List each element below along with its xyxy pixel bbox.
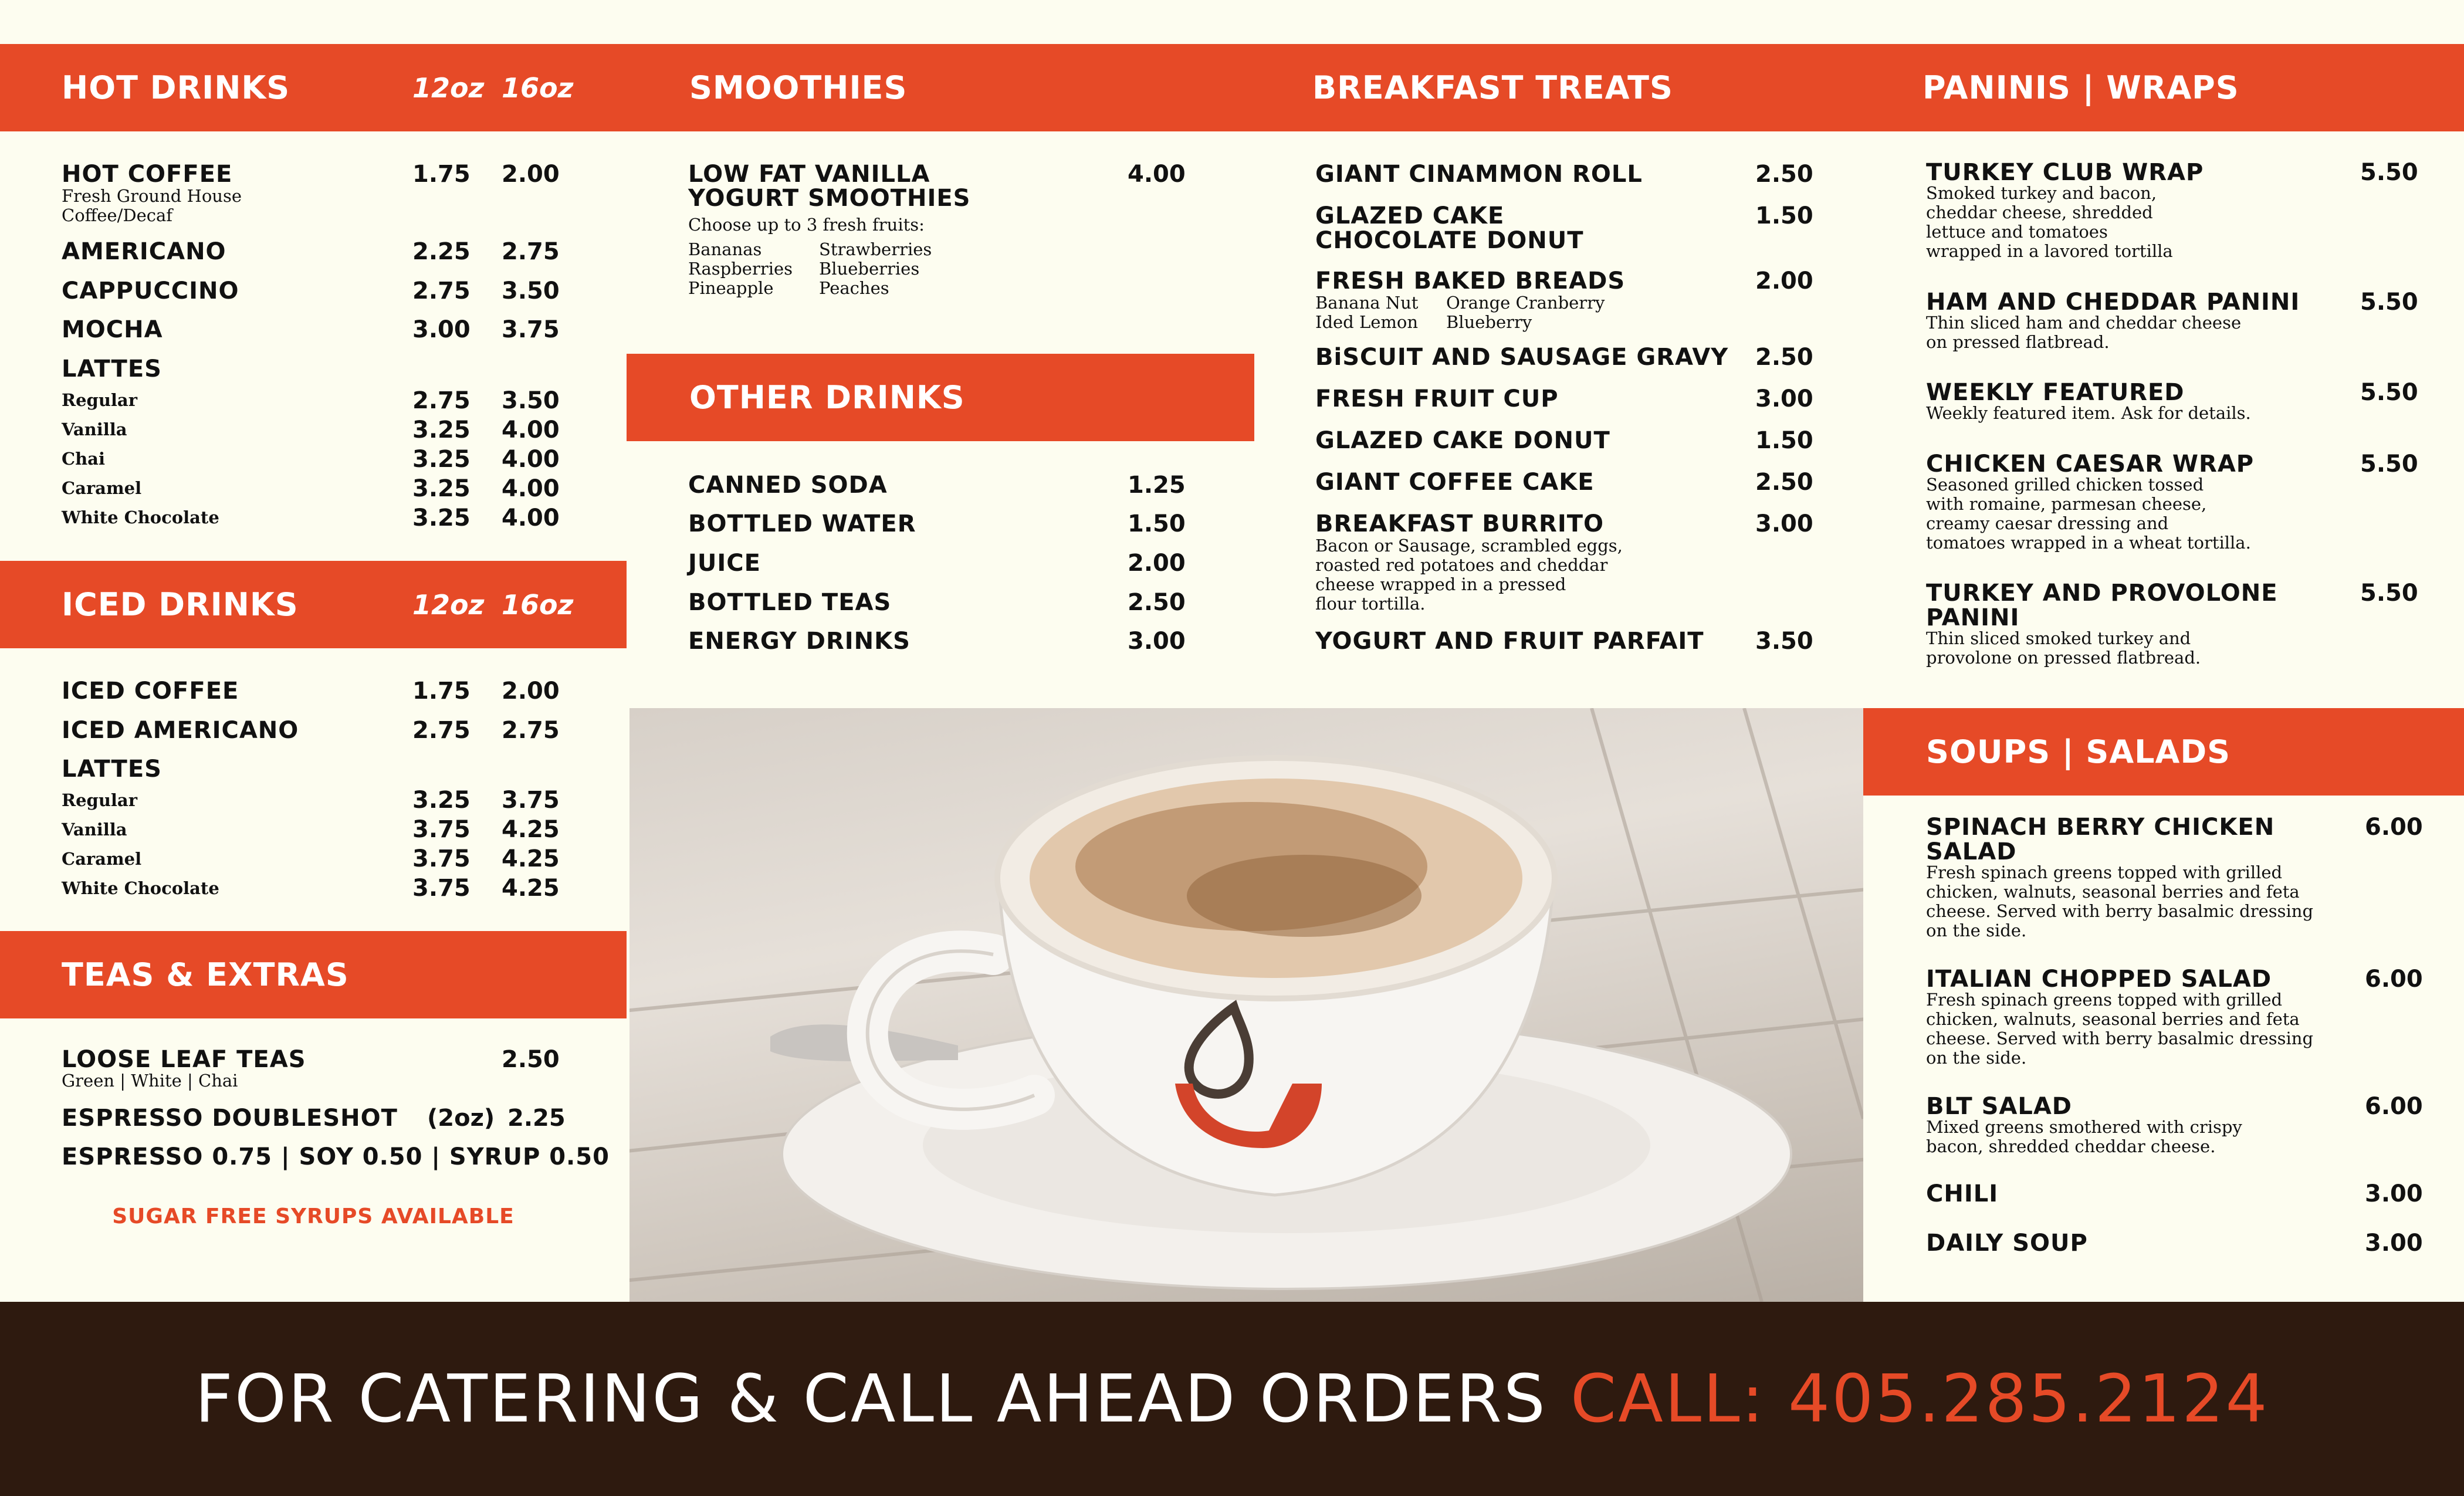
latte-flavor: Caramel <box>62 478 142 498</box>
price-12oz: 2.75 <box>412 277 471 304</box>
bread-flavors: Banana Nut Ided Lemon <box>1315 293 1419 332</box>
teas-extras-header <box>0 931 627 1018</box>
price-12oz: 3.25 <box>412 475 471 502</box>
menu-item-price: 2.50 <box>1755 469 1813 496</box>
extras-line: ESPRESSO 0.75 | SOY 0.50 | SYRUP 0.50 <box>62 1143 610 1170</box>
iced-drinks-title: ICED DRINKS <box>62 586 299 623</box>
menu-item-desc: Fresh spinach greens topped with grilled chicken, walnuts, seasonal berries and feta cheese. Served with berry basalmic dressing on the side. <box>1926 990 2314 1068</box>
menu-item-price: 2.00 <box>1755 268 1813 295</box>
menu-item-name: CHICKEN CAESAR WRAP <box>1926 451 2255 478</box>
menu-item-price: 2.50 <box>1755 161 1813 188</box>
menu-item-name: ESPRESSO DOUBLESHOT <box>62 1105 398 1132</box>
menu-item-price: 1.50 <box>1755 202 1813 229</box>
menu-item-name: GLAZED CAKE DONUT <box>1315 427 1610 454</box>
size-16oz-label: 16oz <box>502 72 574 104</box>
breakfast-title: BREAKFAST TREATS <box>1312 69 1673 106</box>
menu-item-price: 2.00 <box>1128 550 1186 577</box>
price-12oz: 1.75 <box>412 678 471 705</box>
latte-flavor: Vanilla <box>62 820 127 840</box>
menu-item-name: YOGURT SMOOTHIES <box>688 185 971 212</box>
menu-item-name: YOGURT AND FRUIT PARFAIT <box>1315 628 1704 655</box>
menu-item-price: 2.50 <box>502 1046 560 1073</box>
price-12oz: 2.75 <box>412 387 471 414</box>
smoothies-title: SMOOTHIES <box>689 69 908 106</box>
catering-text: FOR CATERING & CALL AHEAD ORDERS <box>195 1360 1547 1437</box>
menu-item-price: 5.50 <box>2360 580 2418 607</box>
smoothies-header <box>627 44 1254 131</box>
menu-item-name: CAPPUCCINO <box>62 277 239 304</box>
price-16oz: 4.25 <box>502 875 560 902</box>
soups-title: SOUPS | SALADS <box>1926 733 2231 770</box>
menu-item-name: ITALIAN CHOPPED SALAD <box>1926 966 2272 993</box>
other-drinks-title: OTHER DRINKS <box>689 379 965 416</box>
menu-item-price: 3.50 <box>1755 628 1813 655</box>
paninis-title: PANINIS | WRAPS <box>1923 69 2239 106</box>
price-16oz: 2.75 <box>502 717 560 744</box>
price-12oz: 3.75 <box>412 875 471 902</box>
latte-flavor: White Chocolate <box>62 507 219 527</box>
price-12oz: 3.75 <box>412 816 471 843</box>
menu-item-price: 6.00 <box>2365 814 2423 841</box>
price-16oz: 3.75 <box>502 316 560 343</box>
menu-item-price: 1.50 <box>1128 510 1186 537</box>
price-16oz: 2.00 <box>502 678 560 705</box>
price-16oz: 3.50 <box>502 277 560 304</box>
menu-item-name: BREAKFAST BURRITO <box>1315 510 1605 537</box>
bread-flavors: Orange Cranberry Blueberry <box>1446 293 1605 332</box>
menu-item-name: BOTTLED TEAS <box>688 589 892 616</box>
catering-footer <box>0 1302 2464 1496</box>
price-16oz: 2.00 <box>502 161 560 188</box>
menu-item-name: ENERGY DRINKS <box>688 628 911 655</box>
menu-item-name: ICED COFFEE <box>62 678 239 705</box>
menu-item-desc: Fresh spinach greens topped with grilled chicken, walnuts, seasonal berries and feta cheese. Served with berry basalmic dressing on the side. <box>1926 862 2314 940</box>
menu-item-name: WEEKLY FEATURED <box>1926 379 2185 406</box>
price-12oz: 3.75 <box>412 845 471 872</box>
menu-item-price: 5.50 <box>2360 451 2418 478</box>
price-16oz: 2.75 <box>502 238 560 265</box>
menu-item-name: HAM AND CHEDDAR PANINI <box>1926 289 2300 316</box>
price-12oz: 2.25 <box>412 238 471 265</box>
latte-flavor: Regular <box>62 790 137 810</box>
size-label: (2oz) <box>427 1105 495 1132</box>
latte-flavor: Caramel <box>62 849 142 869</box>
menu-item-desc: Thin sliced ham and cheddar cheese on pressed flatbread. <box>1926 313 2242 352</box>
price-12oz: 1.75 <box>412 161 471 188</box>
menu-item-price: 6.00 <box>2365 966 2423 993</box>
menu-item-price: 2.50 <box>1755 344 1813 371</box>
lattes-heading: LATTES <box>62 356 162 383</box>
iced-drinks-header <box>0 561 627 648</box>
menu-item-price: 3.00 <box>1755 385 1813 412</box>
menu-item-price: 6.00 <box>2365 1093 2423 1120</box>
menu-item-name: DAILY SOUP <box>1926 1230 2088 1257</box>
hot-drinks-title: HOT DRINKS <box>62 69 290 106</box>
menu-item-price: 3.00 <box>1128 628 1186 655</box>
breakfast-header <box>1254 44 1863 131</box>
menu-item-name: FRESH FRUIT CUP <box>1315 385 1559 412</box>
teas-extras-title: TEAS & EXTRAS <box>62 956 349 993</box>
menu-item-name: TURKEY CLUB WRAP <box>1926 159 2204 186</box>
menu-item-name: TURKEY AND PROVOLONE PANINI <box>1926 580 2278 631</box>
menu-item-desc: Green | White | Chai <box>62 1071 238 1091</box>
menu-item-name: GIANT CINAMMON ROLL <box>1315 161 1643 188</box>
latte-flavor: Regular <box>62 390 137 410</box>
menu-item-name: LOOSE LEAF TEAS <box>62 1046 306 1073</box>
menu-item-desc: Bacon or Sausage, scrambled eggs, roasted red potatoes and cheddar cheese wrapped in a pressed flour tortilla. <box>1315 536 1623 614</box>
price-16oz: 3.50 <box>502 387 560 414</box>
menu-item-name: GIANT COFFEE CAKE <box>1315 469 1595 496</box>
price-12oz: 3.25 <box>412 505 471 532</box>
menu-item-name: MOCHA <box>62 316 163 343</box>
size-12oz-label: 12oz <box>412 588 485 621</box>
menu-item-name: CANNED SODA <box>688 472 888 499</box>
menu-item-name: LOW FAT VANILLA <box>688 161 930 188</box>
call-phone-number[interactable]: CALL: 405.285.2124 <box>1570 1360 2269 1437</box>
coffee-cup-illustration <box>629 708 1863 1302</box>
menu-item-name: GLAZED CAKE CHOCOLATE DONUT <box>1315 202 1584 254</box>
price-12oz: 3.25 <box>412 417 471 444</box>
price-16oz: 4.25 <box>502 816 560 843</box>
price-12oz: 3.00 <box>412 316 471 343</box>
paninis-header <box>1863 44 2464 131</box>
price-16oz: 4.00 <box>502 446 560 473</box>
hot-drinks-header <box>0 44 627 131</box>
fruit-list: Strawberries Blueberries Peaches <box>819 239 932 298</box>
size-12oz-label: 12oz <box>412 72 485 104</box>
menu-item-price: 4.00 <box>1128 161 1186 188</box>
price-16oz: 4.25 <box>502 845 560 872</box>
menu-item-name: CHILI <box>1926 1180 1999 1207</box>
latte-flavor: Chai <box>62 449 105 469</box>
menu-item-name: HOT COFFEE <box>62 161 233 188</box>
lattes-heading: LATTES <box>62 756 162 783</box>
menu-item-price: 5.50 <box>2360 159 2418 186</box>
size-16oz-label: 16oz <box>502 588 574 621</box>
latte-flavor: Vanilla <box>62 419 127 439</box>
price-12oz: 3.25 <box>412 787 471 814</box>
menu-item-name: JUICE <box>688 550 761 577</box>
menu-item-desc: Fresh Ground House Coffee/Decaf <box>62 186 242 225</box>
other-drinks-header <box>627 354 1254 441</box>
menu-item-name: ICED AMERICANO <box>62 717 299 744</box>
latte-flavor: White Chocolate <box>62 878 219 898</box>
menu-item-desc: Mixed greens smothered with crispy bacon, shredded cheddar cheese. <box>1926 1117 2242 1156</box>
menu-item-name: BOTTLED WATER <box>688 510 916 537</box>
smoothie-choose-text: Choose up to 3 fresh fruits: <box>688 215 925 235</box>
fruit-list: Bananas Raspberries Pineapple <box>688 239 793 298</box>
menu-item-price: 3.00 <box>1755 510 1813 537</box>
menu-item-price: 2.25 <box>507 1105 566 1132</box>
cappuccino-cup-photo <box>629 708 1863 1302</box>
sugar-free-note: SUGAR FREE SYRUPS AVAILABLE <box>112 1204 515 1228</box>
menu-item-desc: Seasoned grilled chicken tossed with romaine, parmesan cheese, creamy caesar dressing and tomatoes wrapped in a wheat tortilla. <box>1926 475 2251 553</box>
price-12oz: 3.25 <box>412 446 471 473</box>
menu-item-price: 5.50 <box>2360 289 2418 316</box>
menu-item-price: 5.50 <box>2360 379 2418 406</box>
soups-header <box>1863 708 2464 796</box>
price-16oz: 4.00 <box>502 505 560 532</box>
menu-item-name: BLT SALAD <box>1926 1093 2072 1120</box>
menu-item-price: 3.00 <box>2365 1180 2423 1207</box>
menu-item-price: 1.25 <box>1128 472 1186 499</box>
price-16oz: 4.00 <box>502 417 560 444</box>
menu-item-name: BiSCUIT AND SAUSAGE GRAVY <box>1315 344 1729 371</box>
menu-item-name: AMERICANO <box>62 238 226 265</box>
menu-item-desc: Weekly featured item. Ask for details. <box>1926 403 2251 423</box>
menu-item-name: FRESH BAKED BREADS <box>1315 268 1626 295</box>
menu-item-desc: Smoked turkey and bacon, cheddar cheese, shredded lettuce and tomatoes wrapped in a lavored tortilla <box>1926 183 2173 261</box>
menu-item-price: 1.50 <box>1755 427 1813 454</box>
menu-item-name: SPINACH BERRY CHICKEN SALAD <box>1926 814 2275 865</box>
price-16oz: 4.00 <box>502 475 560 502</box>
price-16oz: 3.75 <box>502 787 560 814</box>
price-12oz: 2.75 <box>412 717 471 744</box>
menu-item-price: 2.50 <box>1128 589 1186 616</box>
menu-item-desc: Thin sliced smoked turkey and provolone on pressed flatbread. <box>1926 628 2201 668</box>
menu-item-price: 3.00 <box>2365 1230 2423 1257</box>
